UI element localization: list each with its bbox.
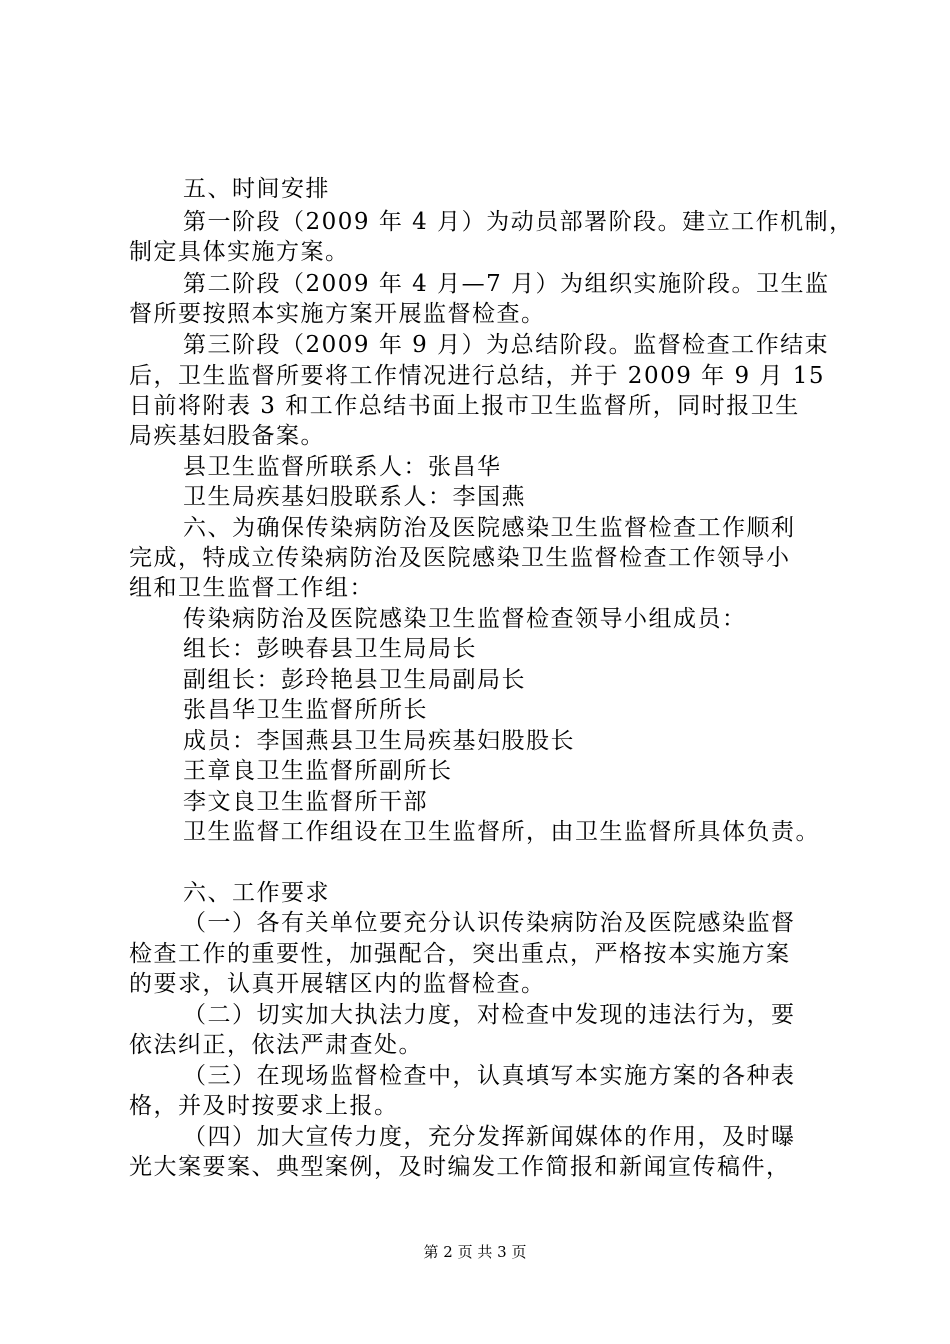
paragraph-line: 卫生监督工作组设在卫生监督所，由卫生监督所具体负责。 xyxy=(183,819,820,845)
paragraph-line: 卫生局疾基妇股联系人：李国燕 xyxy=(183,484,526,510)
paragraph-line: 第一阶段（2009 年 4 月）为动员部署阶段。建立工作机制， xyxy=(183,209,854,235)
paragraph-line: 传染病防治及医院感染卫生监督检查领导小组成员： xyxy=(183,606,747,632)
section-heading-requirements: 六、工作要求 xyxy=(183,880,330,906)
page-number-footer: 第 2 页 共 3 页 xyxy=(423,1243,527,1261)
section-heading-schedule: 五、时间安排 xyxy=(183,176,330,202)
paragraph-line: 督所要按照本实施方案开展监督检查。 xyxy=(129,301,546,327)
paragraph-line: 检查工作的重要性，加强配合，突出重点，严格按本实施方案 xyxy=(129,941,791,967)
paragraph-line: 成员：李国燕县卫生局疾基妇股股长 xyxy=(183,728,575,754)
paragraph-line: 王章良卫生监督所副所长 xyxy=(183,758,453,784)
paragraph-line: 第二阶段（2009 年 4 月—7 月）为组织实施阶段。卫生监 xyxy=(183,271,830,297)
paragraph-line: 依法纠正，依法严肃查处。 xyxy=(129,1032,423,1058)
paragraph-line: （一）各有关单位要充分认识传染病防治及医院感染监督 xyxy=(183,910,796,936)
paragraph-line: 李文良卫生监督所干部 xyxy=(183,789,428,815)
paragraph-line: （三）在现场监督检查中，认真填写本实施方案的各种表 xyxy=(183,1063,796,1089)
paragraph-line: 组长：彭映春县卫生局局长 xyxy=(183,636,477,662)
paragraph-line: 县卫生监督所联系人：张昌华 xyxy=(183,454,502,480)
paragraph-line: 副组长：彭玲艳县卫生局副局长 xyxy=(183,667,526,693)
paragraph-line: （二）切实加大执法力度，对检查中发现的违法行为，要 xyxy=(183,1002,796,1028)
paragraph-line: 后，卫生监督所要将工作情况进行总结，并于 2009 年 9 月 15 xyxy=(129,363,825,389)
paragraph-line: 光大案要案、典型案例，及时编发工作简报和新闻宣传稿件， xyxy=(129,1154,791,1180)
paragraph-line: 第三阶段（2009 年 9 月）为总结阶段。监督检查工作结束 xyxy=(183,332,830,358)
paragraph-line: 张昌华卫生监督所所长 xyxy=(183,697,428,723)
paragraph-line: 制定具体实施方案。 xyxy=(129,239,350,265)
paragraph-line: 格，并及时按要求上报。 xyxy=(129,1093,399,1119)
paragraph-line: 完成，特成立传染病防治及医院感染卫生监督检查工作领导小 xyxy=(129,545,791,571)
paragraph-line: （四）加大宣传力度，充分发挥新闻媒体的作用，及时曝 xyxy=(183,1124,796,1150)
paragraph-line: 的要求，认真开展辖区内的监督检查。 xyxy=(129,971,546,997)
paragraph-line: 六、为确保传染病防治及医院感染卫生监督检查工作顺利 xyxy=(183,515,796,541)
paragraph-line: 局疾基妇股备案。 xyxy=(129,423,325,449)
paragraph-line: 组和卫生监督工作组： xyxy=(129,575,374,601)
paragraph-line: 日前将附表 3 和工作总结书面上报市卫生监督所，同时报卫生 xyxy=(129,393,800,419)
